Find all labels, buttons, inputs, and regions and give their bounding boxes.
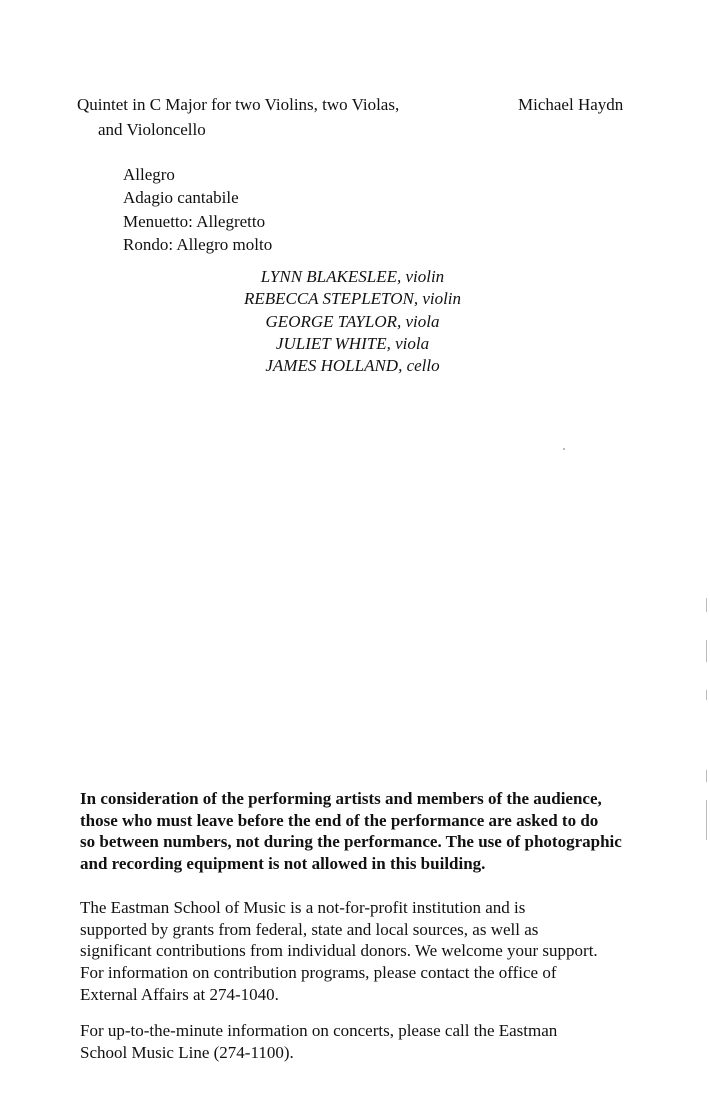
notice-line: and recording equipment is not allowed in this building. — [80, 854, 486, 874]
movement-list — [123, 163, 272, 256]
audience-notice — [80, 788, 622, 875]
notice-line: For up-to-the-minute information on concerts, please call the Eastman — [80, 1021, 558, 1040]
notice-line: For information on contribution programs, please contact the office of — [80, 963, 557, 983]
performer-item: GEORGE TAYLOR, viola — [265, 311, 440, 331]
movement-item: Menuetto: Allegretto — [123, 211, 266, 231]
performer-item: JAMES HOLLAND, cello — [265, 356, 440, 376]
scan-speck — [706, 640, 707, 662]
notice-line: supported by grants from federal, state and local sources, as well as — [80, 919, 539, 939]
notice-line: significant contributions from individual donors. We welcome your support. — [80, 941, 598, 961]
notice-line: In consideration of the performing artists and members of the audience, — [80, 789, 602, 808]
scan-speck — [563, 448, 565, 450]
notice-line: so between numbers, not during the performance. The use of photographic — [80, 832, 622, 852]
scan-speck — [706, 770, 707, 782]
notice-line: those who must leave before the end of the performance are asked to do — [80, 810, 599, 830]
scan-speck — [706, 598, 707, 612]
movement-item: Allegro — [123, 165, 175, 184]
music-line-notice — [80, 1020, 557, 1063]
movement-item: Adagio cantabile — [123, 188, 239, 208]
composer-name: Michael Haydn — [518, 95, 624, 114]
scan-speck — [706, 800, 707, 840]
scan-speck — [706, 690, 707, 700]
performer-item: REBECCA STEPLETON, violin — [243, 289, 462, 309]
piece-title-continued: and Violoncello — [98, 120, 206, 139]
notice-line: External Affairs at 274-1040. — [80, 984, 279, 1004]
notice-line: School Music Line (274-1100). — [80, 1042, 294, 1062]
notice-line: The Eastman School of Music is a not-for-profit institution and is — [80, 898, 526, 917]
school-notice — [80, 897, 598, 1006]
movement-item: Rondo: Allegro molto — [123, 234, 273, 254]
performer-item: JULIET WHITE, viola — [275, 333, 430, 353]
performer-item: LYNN BLAKESLEE, violin — [260, 267, 445, 286]
performer-list — [190, 266, 515, 377]
piece-title: Quintet in C Major for two Violins, two Violas, — [77, 95, 400, 114]
